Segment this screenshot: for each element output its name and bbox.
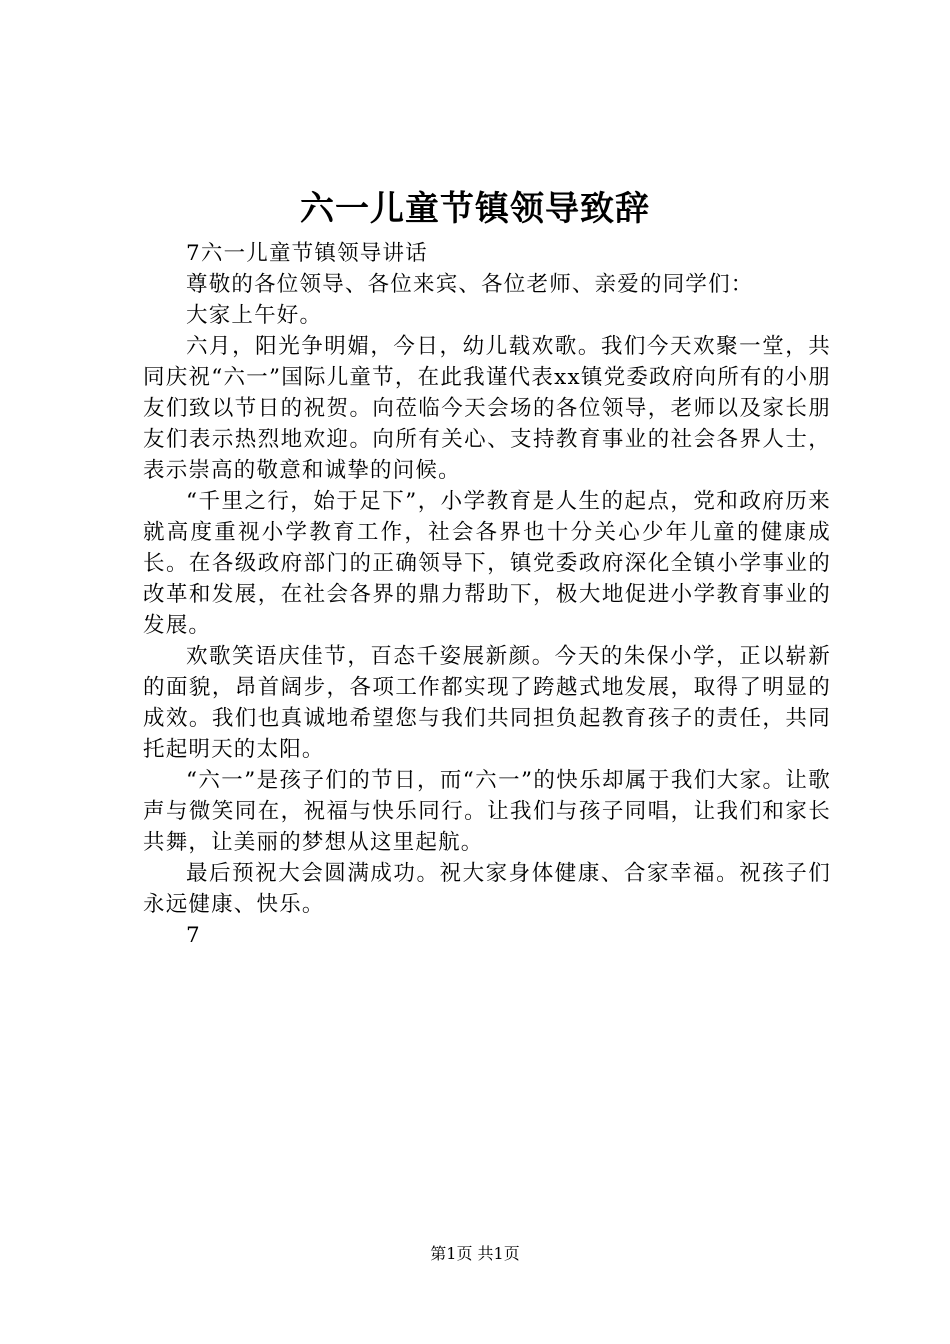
paragraph-body: 欢歌笑语庆佳节，百态千姿展新颜。今天的朱保小学，正以崭新的面貌，昂首阔步，各项工作都实现了跨越式地发展，取得了明显的成效。我们也真诚地希望您与我们共同担负起教育孩子的责任，共同托起明天的太阳。 [143, 644, 831, 762]
paragraph-body: 六月，阳光争明媚，今日，幼儿载欢歌。我们今天欢聚一堂，共同庆祝“六一”国际儿童节，在此我谨代表xx镇党委政府向所有的小朋友们致以节日的祝贺。向莅临今天会场的各位领导，老师以及家长朋友们表示热烈地欢迎。向所有关心、支持教育事业的社会各界人士，表示崇高的敬意和诚挚的问候。 [143, 334, 831, 483]
page-footer: 第1页 共1页 [430, 1244, 520, 1263]
document-body [143, 238, 831, 951]
paragraph-greeting: 大家上午好。 [186, 303, 323, 328]
document-title: 六一儿童节镇领导致辞 [300, 189, 650, 229]
paragraph-salutation: 尊敬的各位领导、各位来宾、各位老师、亲爱的同学们： [186, 272, 754, 297]
paragraph-subtitle: 7六一儿童节镇领导讲话 [186, 241, 428, 266]
paragraph-closing: 最后预祝大会圆满成功。祝大家身体健康、合家幸福。祝孩子们永远健康、快乐。 [143, 861, 831, 917]
paragraph-body: “千里之行，始于足下”，小学教育是人生的起点，党和政府历来就高度重视小学教育工作，社会各界也十分关心少年儿童的健康成长。在各级政府部门的正确领导下，镇党委政府深化全镇小学事业的改革和发展，在社会各界的鼎力帮助下，极大地促进小学教育事业的发展。 [143, 489, 831, 638]
paragraph-number: 7 [186, 923, 201, 948]
paragraph-body: “六一”是孩子们的节日，而“六一”的快乐却属于我们大家。让歌声与微笑同在，祝福与快乐同行。让我们与孩子同唱，让我们和家长共舞，让美丽的梦想从这里起航。 [143, 768, 831, 855]
